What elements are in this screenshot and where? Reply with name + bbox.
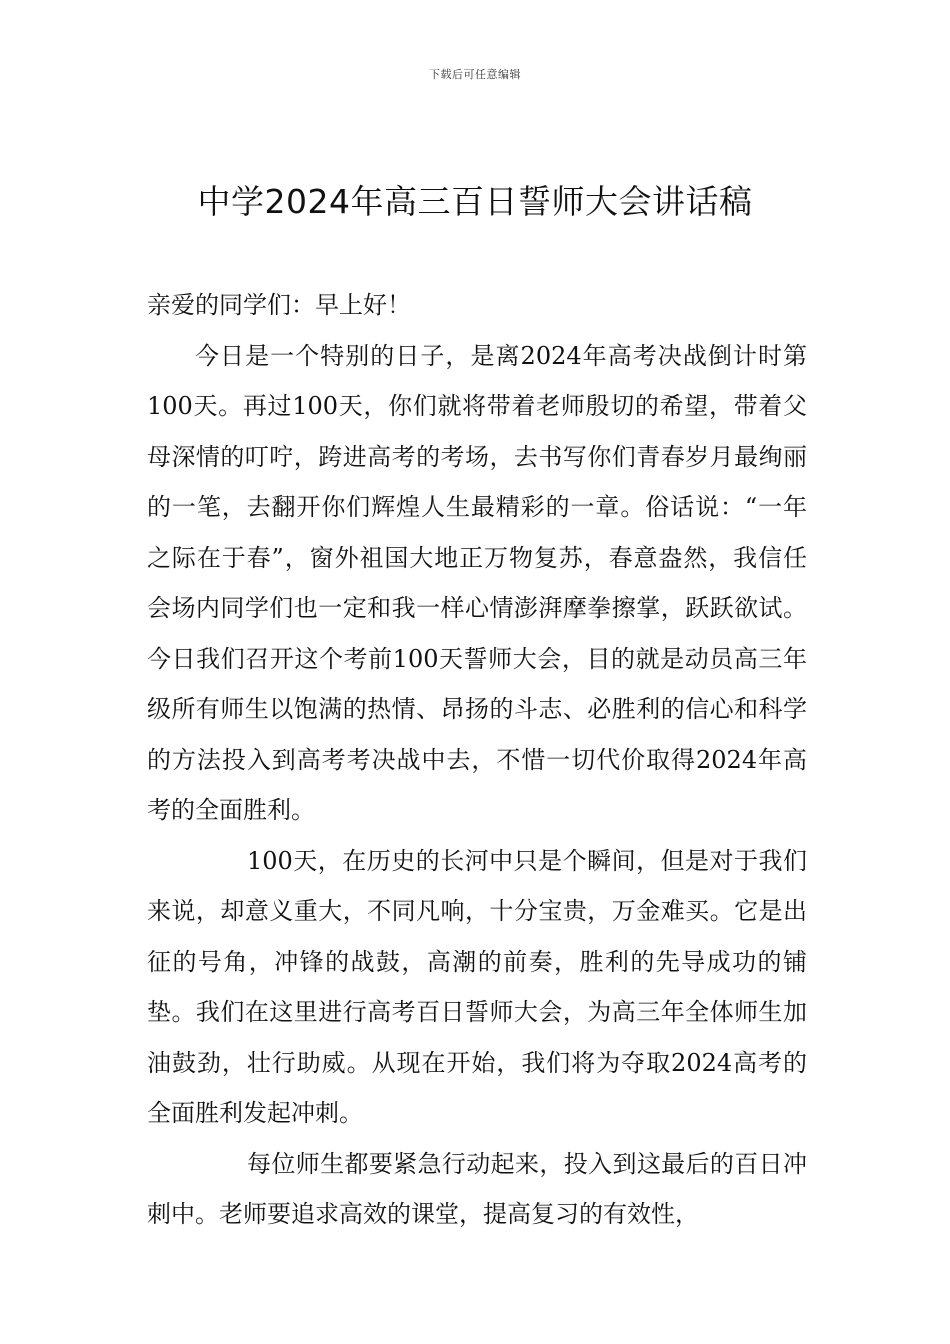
- greeting-line: 亲爱的同学们：早上好！: [147, 291, 411, 319]
- paragraph-3: 每位师生都要紧急行动起来，投入到这最后的百日冲刺中。老师要追求高效的课堂，提高复习的有效性，: [147, 1149, 807, 1228]
- paragraph-1: 今日是一个特别的日子，是离2024年高考决战倒计时第100天。再过100天，你们就将带着老师殷切的希望，带着父母深情的叮咛，跨进高考的考场，去书写你们青春岁月最绚丽的一笔，去翻开你们辉煌人生最精彩的一章。俗话说：“一年之际在于春”，窗外祖国大地正万物复苏，春意盎然，我信任会场内同学们也一定和我一样心情澎湃摩拳擦掌，跃跃欲试。今日我们召开这个考前100天誓师大会，目的就是动员高三年级所有师生以饱满的热情、昂扬的斗志、必胜利的信心和科学的方法投入到高考考决战中去，不惜一切代价取得2024年高考的全面胜利。: [147, 341, 807, 824]
- document-title: 中学2024年高三百日誓师大会讲话稿: [197, 182, 753, 221]
- paragraph-2: 100天，在历史的长河中只是个瞬间，但是对于我们来说，却意义重大，不同凡响，十分宝贵，万金难买。它是出征的号角，冲锋的战鼓，高潮的前奏，胜利的先导成功的铺垫。我们在这里进行高考百日誓师大会，为高三年全体师生加油鼓劲，壮行助威。从现在开始，我们将为夺取2024高考的全面胜利发起冲刺。: [147, 846, 807, 1127]
- header-note: 下载后可任意编辑: [429, 68, 521, 81]
- document-body: [147, 280, 807, 1240]
